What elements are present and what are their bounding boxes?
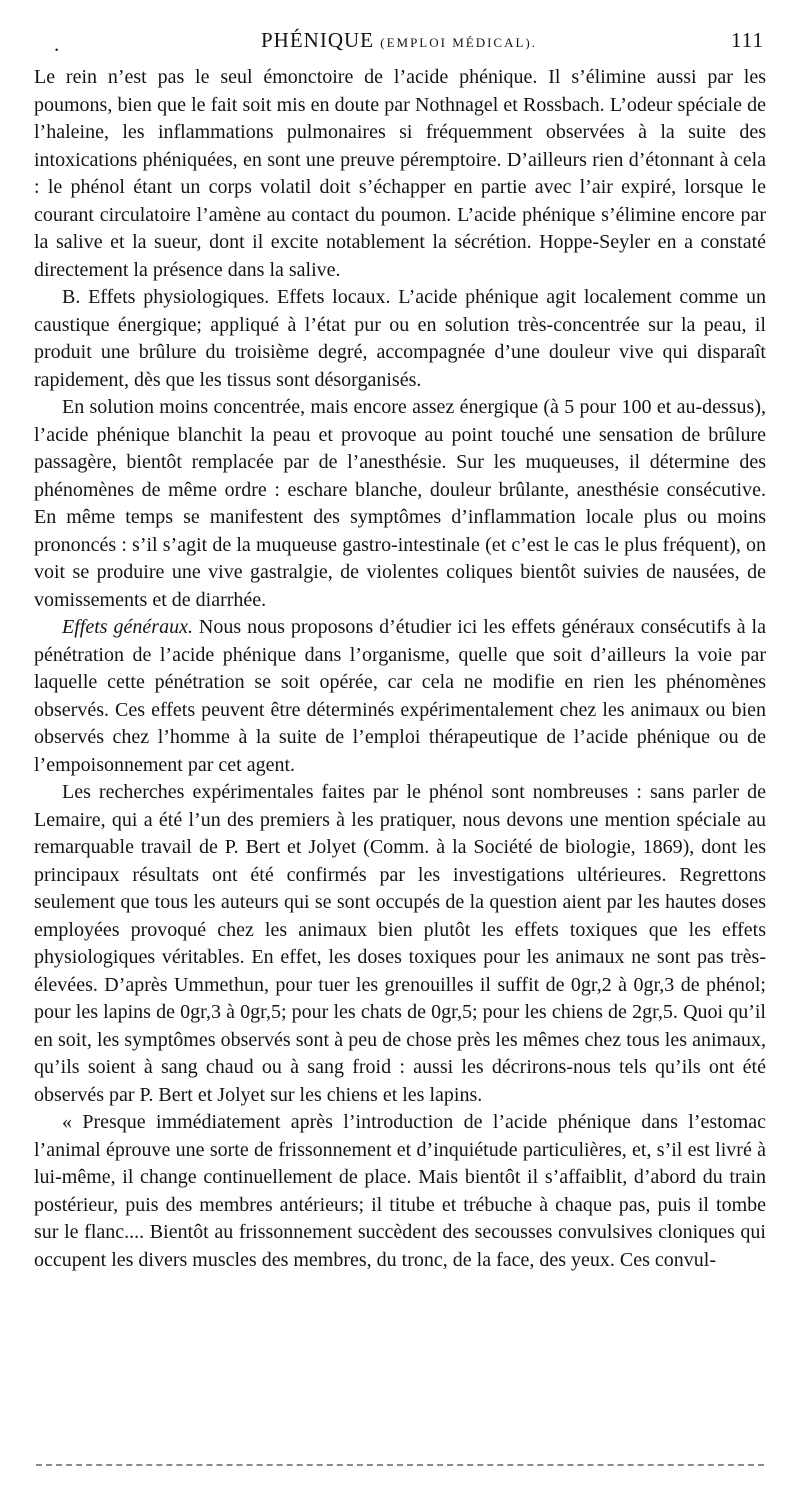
paragraph-text: B. Effets physiologiques. Effets locaux. L’acide phénique agit localement comme un caustique énergique; appliqué à l’état pur ou en solution très-concentrée sur la peau, il produit une brûlure du troisième degré, accompagnée d’une douleur vive qui disparaît rapidement, dès que les tissus sont désorganisés. [34,286,766,391]
paragraph [34,779,766,1109]
page-number: 111 [731,28,764,52]
paragraph [34,614,766,779]
paragraph-text: Les recherches expérimentales faites par le phénol sont nombreuses : sans parler de Lemaire, qui a été l’un des premiers à les pratiquer, nous devons une mention spéciale au remarquable travail de P. Bert et Jolyet (Comm. à la Société de biologie, 1869), dont les principaux résultats ont été confirmés par les investigations ultérieures. Regrettons seulement que tous les auteurs qui se sont occupés de la question aient par les hautes doses employées provoqué chez les animaux bien plutôt les effets toxiques que les effets physiologiques véritables. En effet, les doses toxiques pour les animaux ne sont pas très-élevées. D’après Ummethun, pour tuer les grenouilles il suffit de 0gr,2 à 0gr,3 de phénol; pour les lapins de 0gr,3 à 0gr,5; pour les chats de 0gr,5; pour les chiens de 2gr,5. Quoi qu’il en soit, les symptômes observés sont à peu de chose près les mêmes chez tous les animaux, qu’ils soient à sang chaud ou à sang froid : aussi les décrirons-nous tels qu’ils ont été observés par P. Bert et Jolyet sur les chiens et les lapins. [34,781,766,1106]
header-title-main: PHÉNIQUE [260,28,374,52]
header-dot: . [54,32,61,56]
header-title [34,28,764,53]
running-header [34,28,764,58]
paragraph-lead: Effets généraux. [62,616,193,638]
paragraph-text: En solution moins concentrée, mais encore assez énergique (à 5 pour 100 et au-dessus), l’acide phénique blanchit la peau et provoque au point touché une sensation de brûlure passagère, bientôt remplacée par de l’anesthésie. Sur les muqueuses, il détermine des phénomènes de même ordre : eschare blanche, douleur brûlante, anesthésie consécutive. En même temps se manifestent des symptômes d’inflammation locale plus ou moins prononcés : s’il s’agit de la muqueuse gastro-intestinale (et c’est le cas le plus fréquent), on voit se produire une vive gastralgie, de violentes coliques bientôt suivies de nausées, de vomissements et de diarrhée. [34,396,766,611]
paragraph [34,394,766,614]
body-text [34,64,766,1274]
paragraph-text: « Presque immédiatement après l’introduction de l’acide phénique dans l’estomac l’animal éprouve une sorte de frissonnement et d’inquiétude particulières, et, s’il est livré à lui-même, il change continuellement de place. Mais bientôt il s’affaiblit, d’abord du train postérieur, puis des membres antérieurs; il titube et trébuche à chaque pas, puis il tombe sur le flanc.... Bientôt au frissonnement succèdent des secousses convulsives cloniques qui occupent les divers muscles des membres, du tronc, de la face, des yeux. Ces convul- [34,1111,766,1271]
paragraph-text: Nous nous proposons d’étudier ici les effets généraux consécutifs à la pénétration de l’acide phénique dans l’organisme, quelle que soit d’ailleurs la voie par laquelle cette pénétration se soit opérée, car cela ne modifie en rien les phénomènes observés. Ces effets peuvent être déterminés expérimentalement chez les animaux ou bien observés chez l’homme à la suite de l’emploi thérapeutique de l’acide phénique ou de l’empoisonnement par cet agent. [34,616,766,776]
paragraph [34,64,766,284]
footer-rule [36,1464,764,1466]
paragraph [34,284,766,394]
header-title-sub: (EMPLOI MÉDICAL). [380,35,537,50]
paragraph-text: Le rein n’est pas le seul émonctoire de l’acide phénique. Il s’élimine aussi par les poumons, bien que le fait soit mis en doute par Nothnagel et Rossbach. L’odeur spéciale de l’haleine, les inflammations pulmonaires si fréquemment observées à la suite des intoxications phéniquées, en sont une preuve péremptoire. D’ailleurs rien d’étonnant à cela : le phénol étant un corps volatil doit s’échapper en partie avec l’air expiré, lorsque le courant circulatoire l’amène au contact du poumon. L’acide phénique s’élimine encore par la salive et la sueur, dont il excite notablement la sécrétion. Hoppe-Seyler en a constaté directement la présence dans la salive. [34,66,766,281]
paragraph [34,1109,766,1274]
